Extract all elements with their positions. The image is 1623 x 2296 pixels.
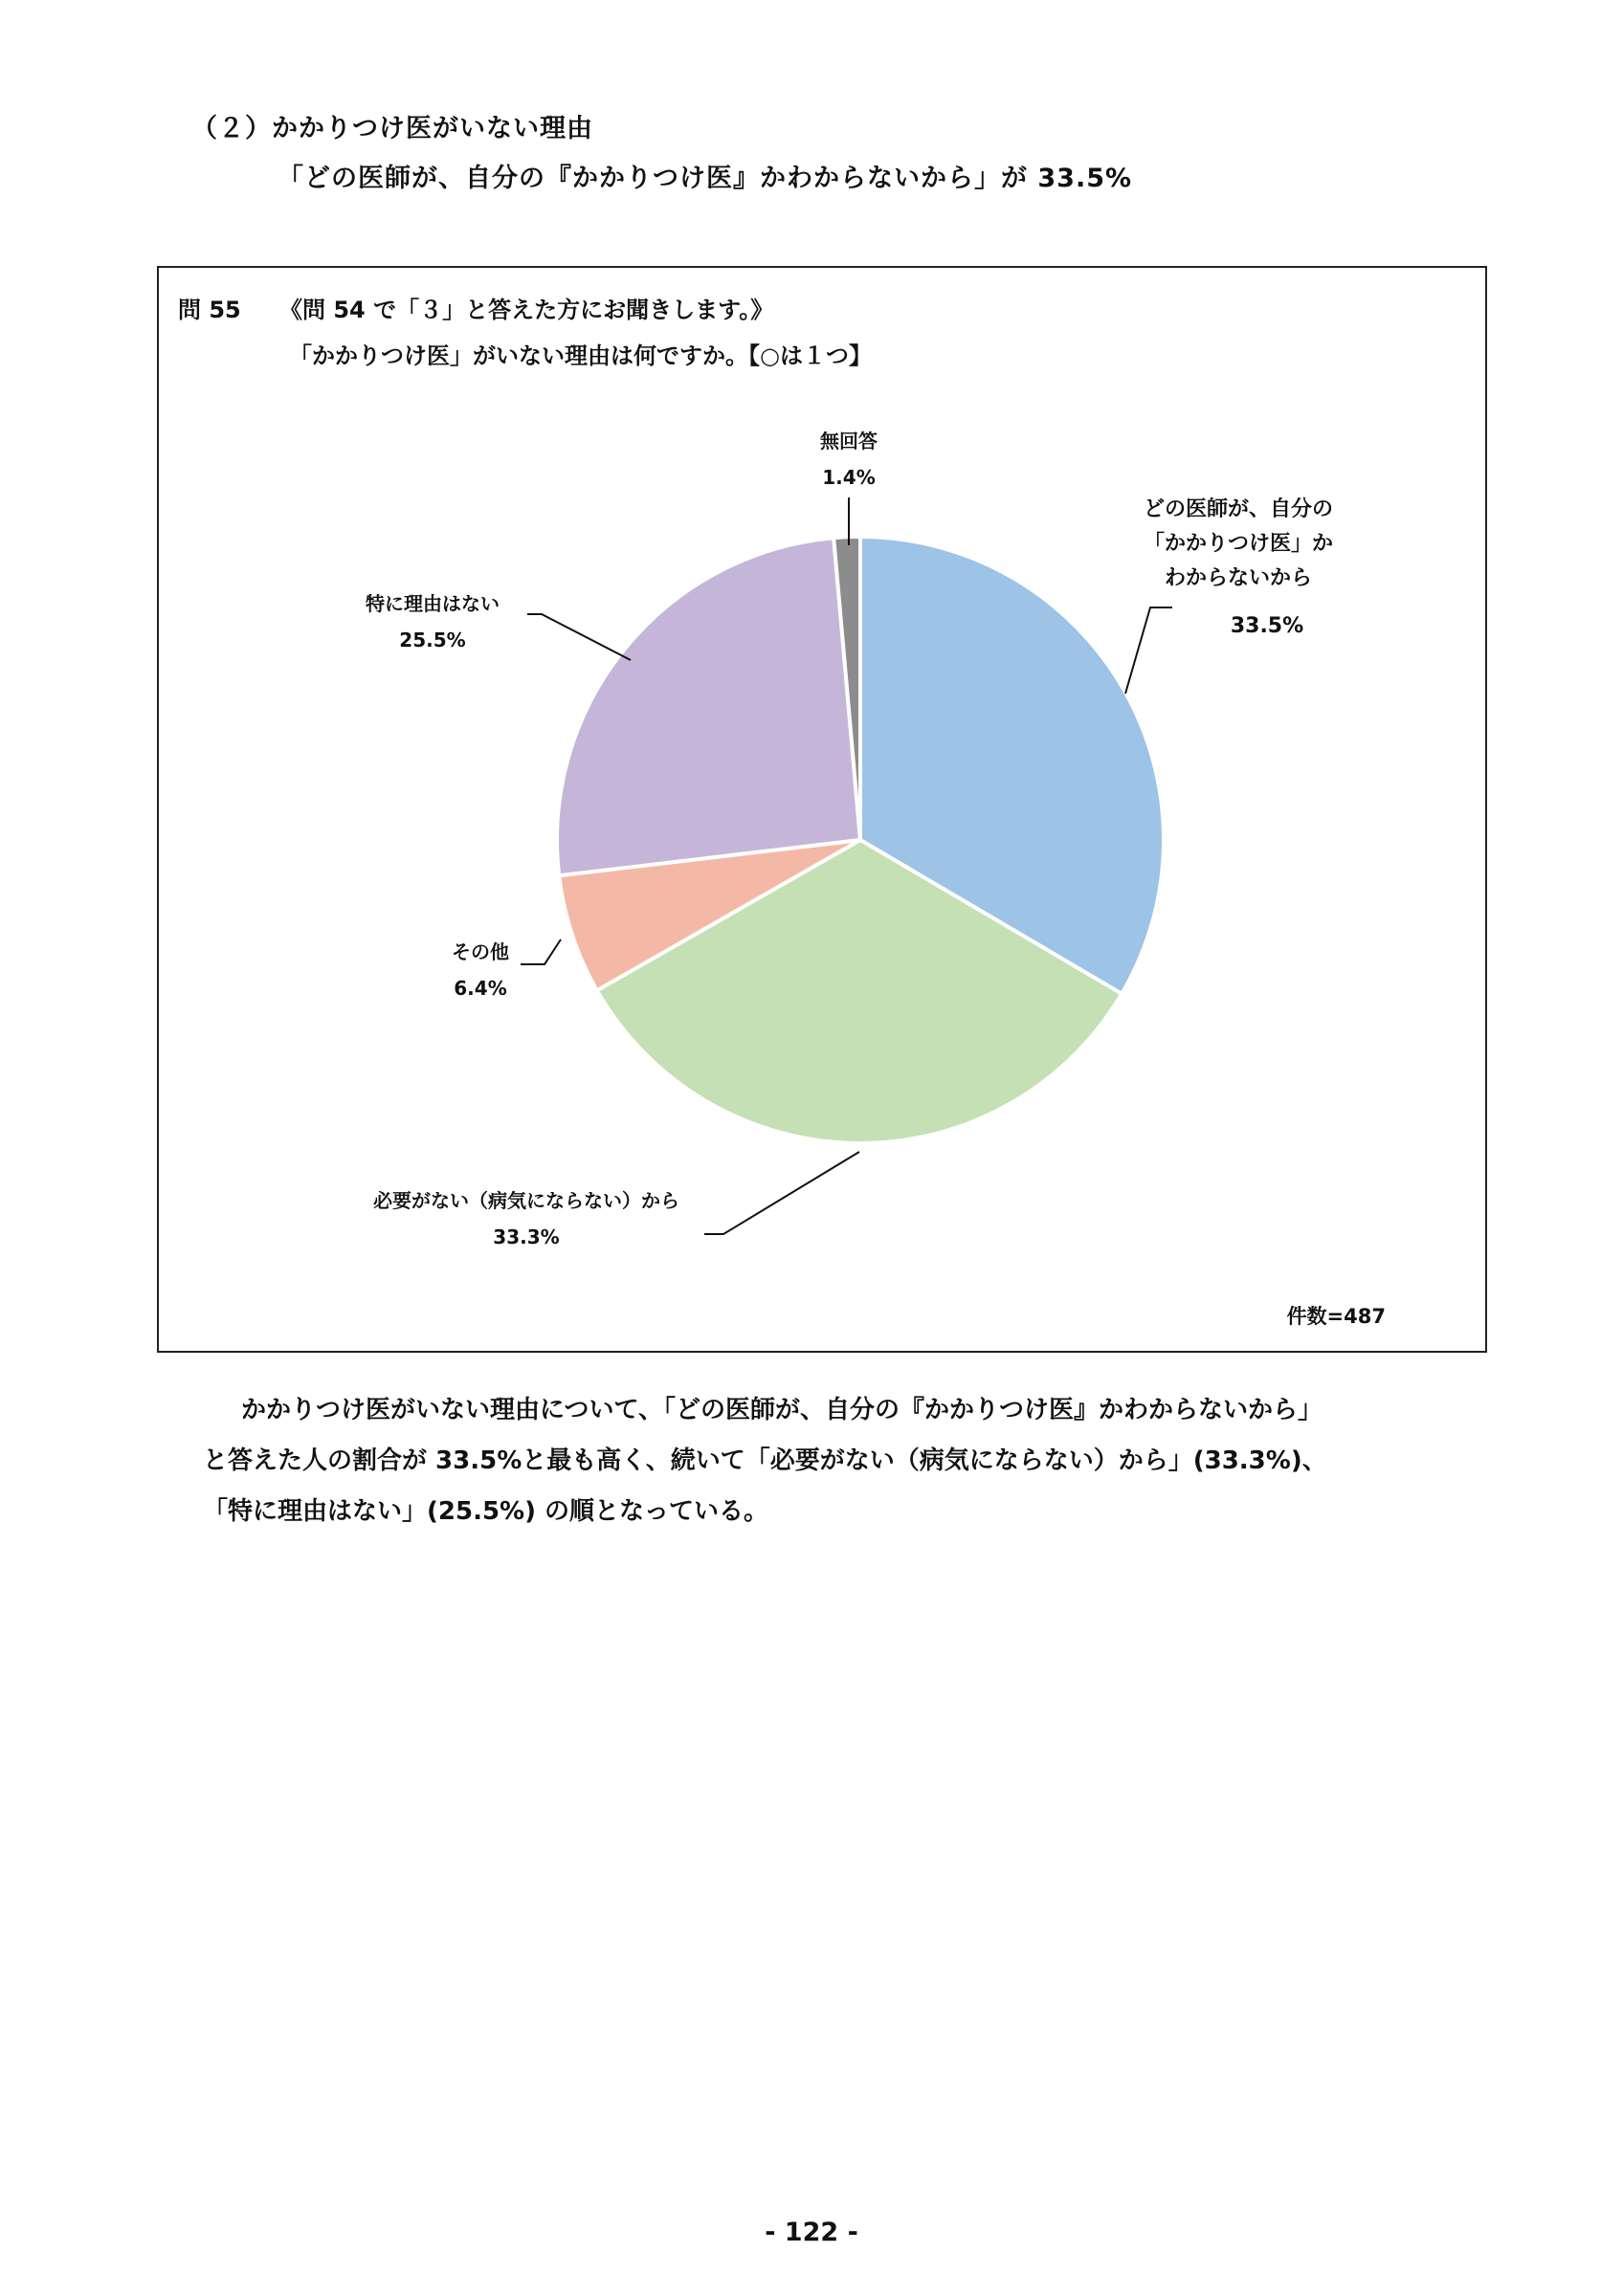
summary-text	[203, 1385, 1447, 1537]
slice-value-4: 25.5%	[399, 629, 466, 651]
question-number: 問 55	[178, 297, 241, 323]
slice-value-1: 33.5%	[1230, 614, 1304, 638]
summary-line-2: と答えた人の割合が 33.5%と最も高く、続いて「必要がない（病気にならない）から」(33.3%)、	[203, 1446, 1327, 1475]
question-instruction: 《問 54 で「３」と答えた方にお聞きします。》	[279, 297, 774, 323]
pie-slice-4	[557, 538, 860, 875]
section-subheading: 「どの医師が、自分の『かかりつけ医』かわからないから」が 33.5%	[278, 164, 1133, 193]
slice-value-3: 6.4%	[454, 977, 507, 1000]
section-heading: （２）かかりつけ医がいない理由	[191, 114, 593, 144]
pie-chart	[159, 268, 1485, 1351]
slice-label-5-line-1: 無回答	[820, 430, 878, 453]
sample-count: 件数=487	[1286, 1305, 1386, 1328]
slice-label-4-line-1: 特に理由はない	[366, 592, 500, 615]
slice-label-2-line-1: 必要がない（病気にならない）から	[373, 1189, 679, 1212]
slice-label-3-line-1: その他	[452, 940, 509, 963]
leader-line-2	[704, 1152, 859, 1234]
question-text: 「かかりつけ医」がいない理由は何ですか。【○は１つ】	[289, 342, 872, 369]
pie-slices	[557, 537, 1164, 1143]
slice-value-2: 33.3%	[493, 1225, 560, 1248]
leader-line-3	[521, 939, 561, 964]
leader-line-1	[1125, 607, 1172, 694]
slice-value-5: 1.4%	[822, 466, 876, 489]
slice-label-1-line-1: どの医師が、自分の	[1143, 497, 1334, 521]
summary-line-3: 「特に理由はない」(25.5%) の順となっている。	[203, 1497, 769, 1526]
summary-line-1: かかりつけ医がいない理由について、「どの医師が、自分の『かかりつけ医』かわからないから」	[241, 1396, 1323, 1424]
slice-label-1-line-3: わからないから	[1164, 566, 1313, 590]
question-box	[157, 266, 1487, 1353]
page-number: - 122 -	[765, 2218, 858, 2247]
leader-line-4	[527, 614, 631, 660]
slice-label-1-line-2: 「かかりつけ医」か	[1143, 532, 1334, 556]
